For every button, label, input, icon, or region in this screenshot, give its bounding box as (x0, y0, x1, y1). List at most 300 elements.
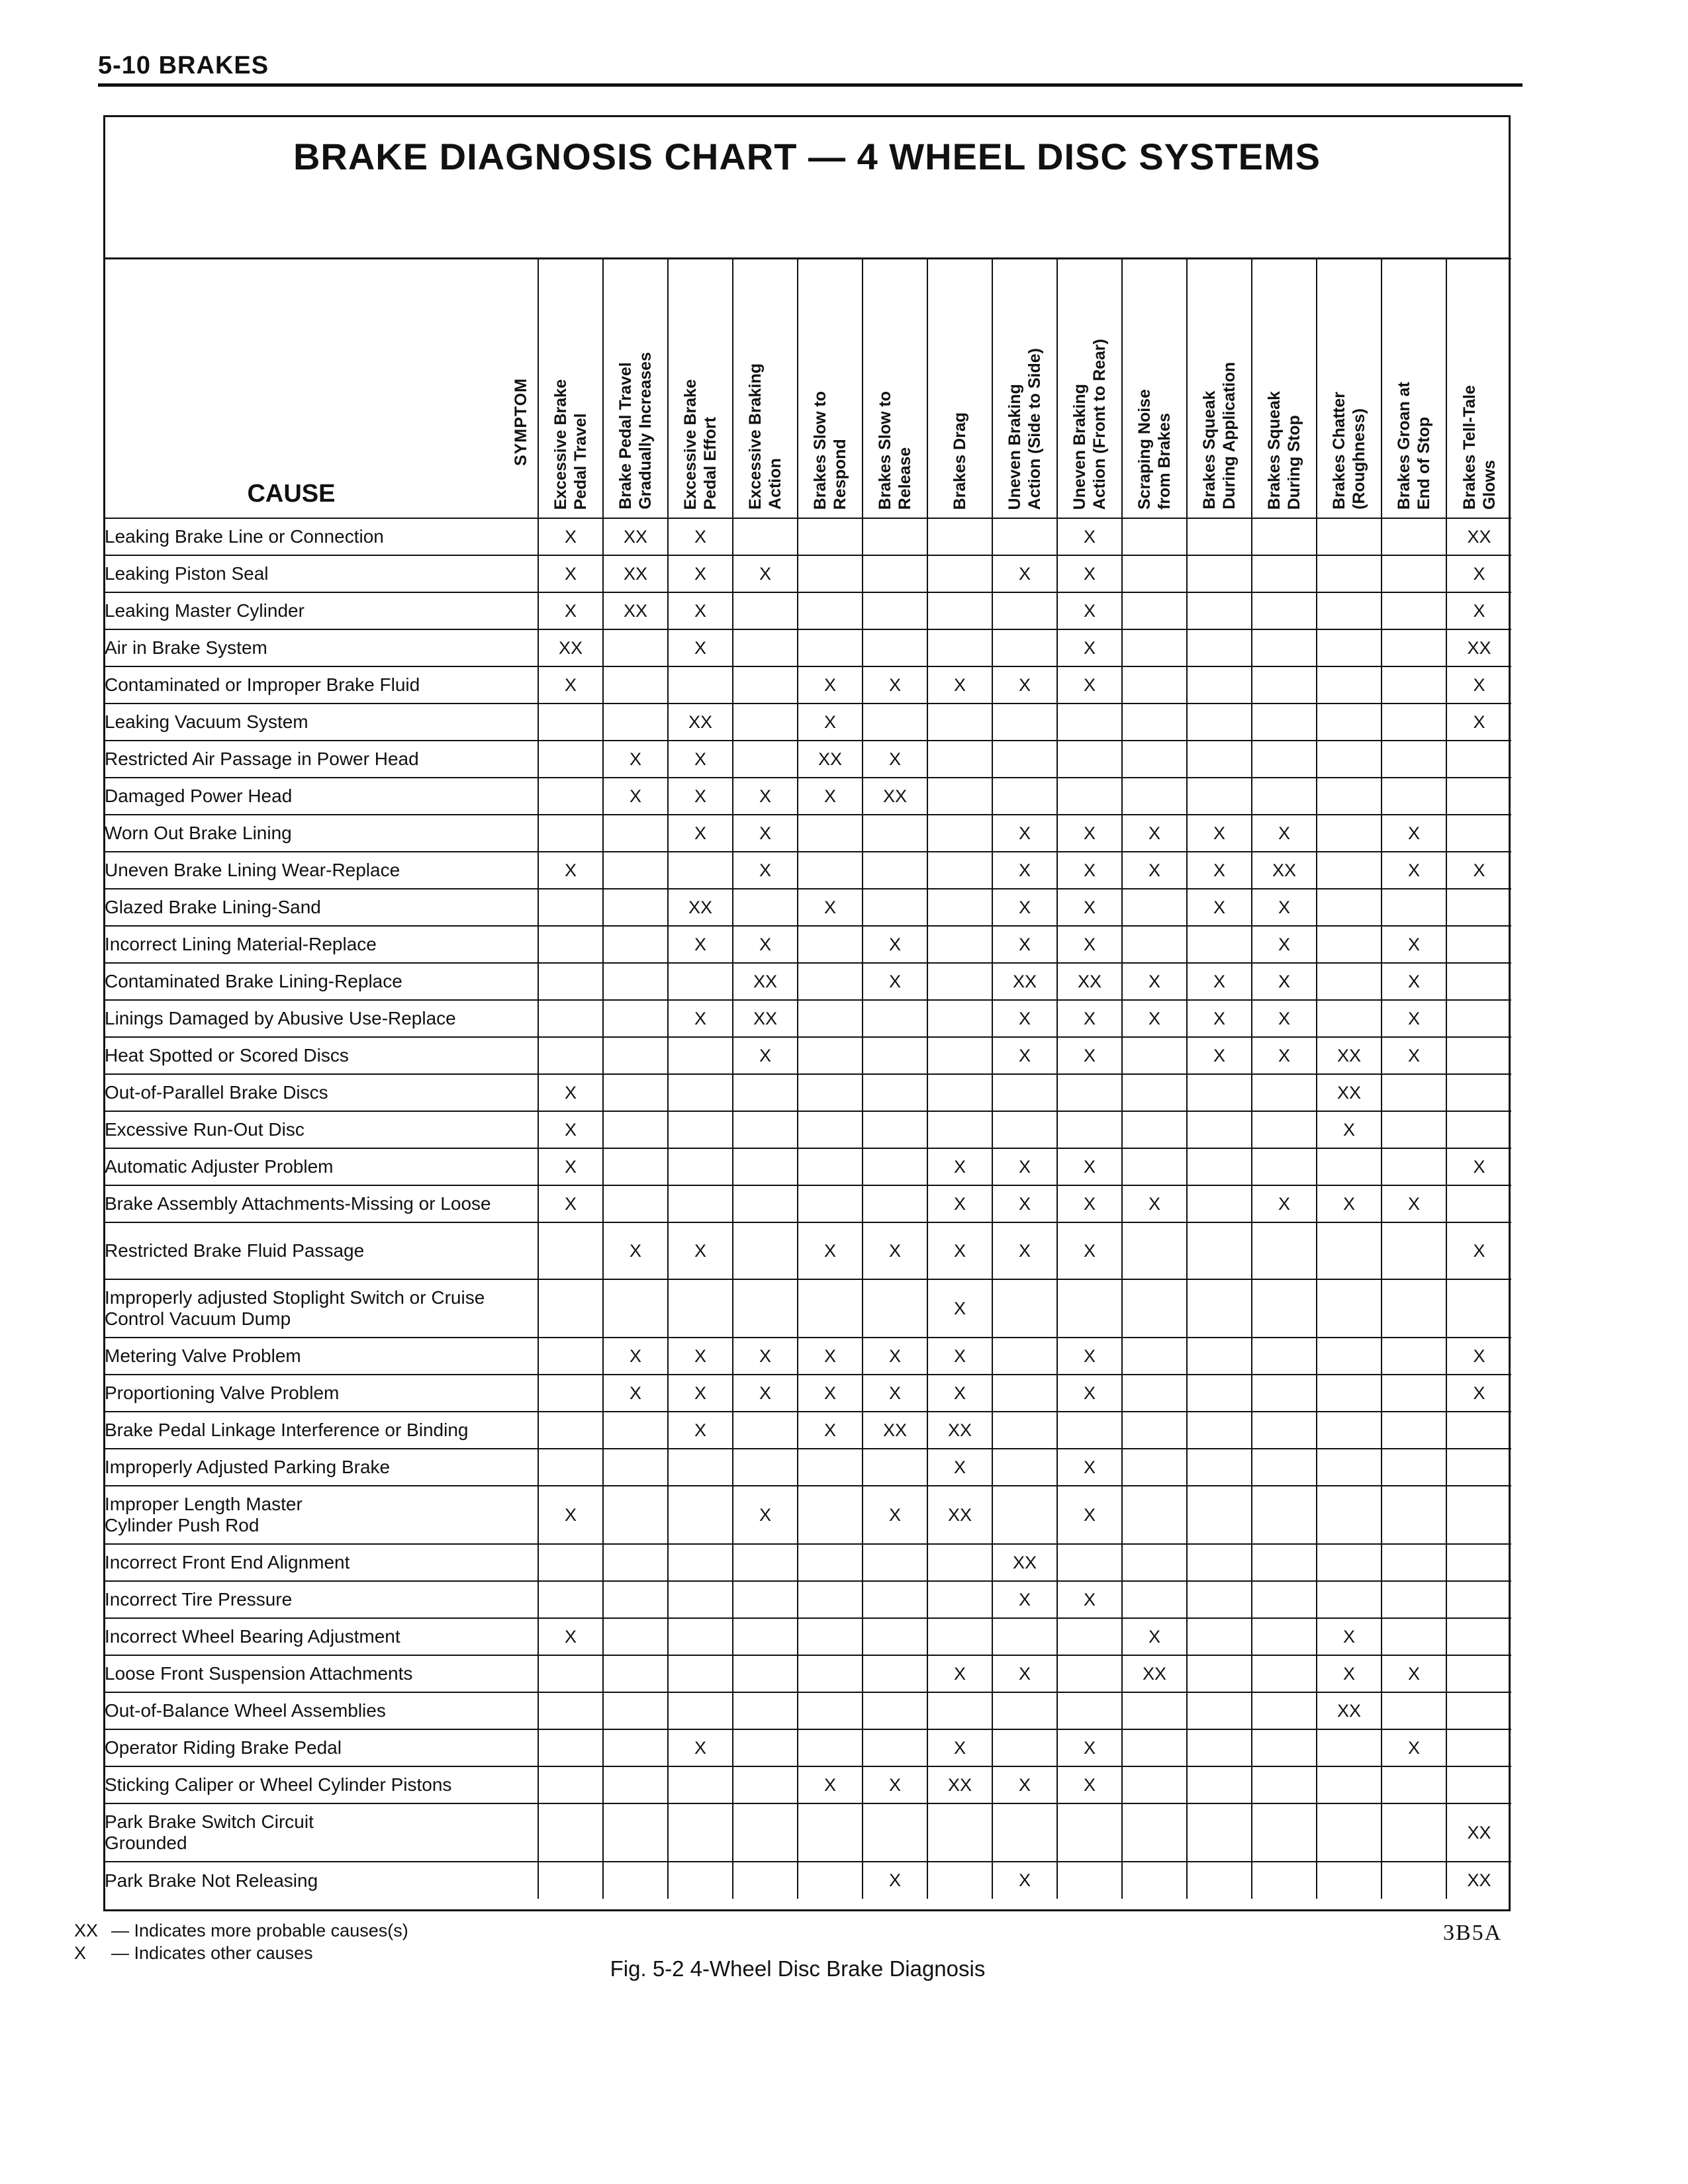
symptom-mark-cell (927, 778, 992, 815)
symptom-mark-cell: X (992, 1581, 1057, 1618)
symptom-mark-cell (1187, 778, 1252, 815)
symptom-mark-cell (863, 1037, 927, 1074)
symptom-mark-cell (1252, 778, 1317, 815)
symptom-mark-cell: X (1446, 852, 1511, 889)
symptom-mark-cell (733, 1279, 798, 1338)
symptom-mark-cell: X (1057, 555, 1122, 592)
symptom-mark-cell (863, 1148, 927, 1185)
symptom-mark-cell (1122, 1862, 1187, 1899)
cause-cell: Incorrect Wheel Bearing Adjustment (104, 1618, 538, 1655)
symptom-mark-cell (668, 1449, 733, 1486)
symptom-mark-cell: X (1057, 815, 1122, 852)
symptom-mark-cell (1122, 1766, 1187, 1803)
symptom-mark-cell: X (1057, 1185, 1122, 1222)
symptom-mark-cell: X (863, 1766, 927, 1803)
symptom-mark-cell (927, 704, 992, 741)
cause-cell: Leaking Piston Seal (104, 555, 538, 592)
symptom-mark-cell: X (992, 666, 1057, 704)
symptom-mark-cell (1252, 1618, 1317, 1655)
symptom-mark-cell (1446, 1412, 1511, 1449)
symptom-mark-cell: X (798, 704, 863, 741)
symptom-label-text: Brakes Squeak During Application (1200, 362, 1239, 510)
table-row (104, 1412, 1511, 1449)
symptom-mark-cell (1317, 926, 1382, 963)
symptom-mark-cell (1317, 1581, 1382, 1618)
symptom-mark-cell (1122, 1692, 1187, 1729)
symptom-mark-cell: X (798, 1412, 863, 1449)
symptom-mark-cell: X (538, 1111, 603, 1148)
symptom-mark-cell (733, 1618, 798, 1655)
symptom-mark-cell (538, 1766, 603, 1803)
symptom-mark-cell (603, 1412, 668, 1449)
symptom-mark-cell: X (992, 1766, 1057, 1803)
symptom-mark-cell: XX (992, 963, 1057, 1000)
figure-caption: Fig. 5-2 4-Wheel Disc Brake Diagnosis (610, 1956, 986, 1981)
symptom-mark-cell (1317, 889, 1382, 926)
symptom-mark-cell (1317, 1862, 1382, 1899)
symptom-label-text: Brakes Slow to Release (876, 390, 914, 510)
symptom-mark-cell: X (927, 1655, 992, 1692)
symptom-mark-cell: X (538, 852, 603, 889)
symptom-mark-cell (1317, 666, 1382, 704)
cause-cell: Incorrect Front End Alignment (104, 1544, 538, 1581)
symptom-mark-cell: X (1057, 518, 1122, 555)
symptom-label-text: Uneven Braking Action (Front to Rear) (1070, 338, 1109, 510)
symptom-mark-cell (863, 1074, 927, 1111)
table-row (104, 555, 1511, 592)
symptom-mark-cell (1252, 1222, 1317, 1279)
symptom-mark-cell (798, 852, 863, 889)
symptom-mark-cell (603, 1486, 668, 1544)
symptom-mark-cell: X (1057, 1037, 1122, 1074)
cause-cell: Brake Pedal Linkage Interference or Binding (104, 1412, 538, 1449)
symptom-mark-cell: XX (603, 518, 668, 555)
symptom-mark-cell: X (1057, 666, 1122, 704)
symptom-mark-cell (798, 1185, 863, 1222)
symptom-mark-cell: X (927, 1185, 992, 1222)
symptom-mark-cell: X (668, 1222, 733, 1279)
symptom-mark-cell: X (1446, 704, 1511, 741)
symptom-mark-cell (1382, 1803, 1446, 1862)
symptom-mark-cell (927, 852, 992, 889)
symptom-mark-cell (1446, 1618, 1511, 1655)
symptom-label-text: Brakes Tell-Tale Glows (1460, 385, 1499, 510)
symptom-mark-cell (1446, 926, 1511, 963)
symptom-mark-cell: X (1252, 1185, 1317, 1222)
symptom-mark-cell (668, 1074, 733, 1111)
symptom-mark-cell (668, 1037, 733, 1074)
symptom-mark-cell (1122, 1222, 1187, 1279)
symptom-mark-cell (863, 1111, 927, 1148)
symptom-mark-cell (863, 815, 927, 852)
symptom-mark-cell: X (992, 852, 1057, 889)
symptom-mark-cell (863, 629, 927, 666)
symptom-mark-cell (1122, 778, 1187, 815)
symptom-mark-cell (1317, 1729, 1382, 1766)
symptom-mark-cell (863, 1655, 927, 1692)
symptom-mark-cell: X (538, 1185, 603, 1222)
symptom-mark-cell: X (668, 815, 733, 852)
symptom-mark-cell: X (1317, 1185, 1382, 1222)
symptom-mark-cell: X (1446, 555, 1511, 592)
symptom-mark-cell (538, 1544, 603, 1581)
symptom-label-text: Brakes Squeak During Stop (1265, 390, 1303, 510)
symptom-mark-cell (863, 1618, 927, 1655)
symptom-mark-cell: X (1122, 815, 1187, 852)
symptom-mark-cell: X (1252, 1037, 1317, 1074)
symptom-mark-cell: X (1252, 1000, 1317, 1037)
symptom-mark-cell (1187, 1581, 1252, 1618)
symptom-mark-cell (668, 963, 733, 1000)
symptom-label-text: Brakes Groan at End of Stop (1395, 381, 1433, 510)
symptom-mark-cell (992, 1486, 1057, 1544)
symptom-mark-cell: X (1057, 1449, 1122, 1486)
cause-cell: Sticking Caliper or Wheel Cylinder Pistons (104, 1766, 538, 1803)
symptom-mark-cell (733, 1803, 798, 1862)
symptom-mark-cell: X (863, 1375, 927, 1412)
symptom-mark-cell (603, 1766, 668, 1803)
symptom-mark-cell (927, 815, 992, 852)
symptom-mark-cell (1122, 1581, 1187, 1618)
cause-cell: Damaged Power Head (104, 778, 538, 815)
chart-title: BRAKE DIAGNOSIS CHART — 4 WHEEL DISC SYSTEMS (293, 136, 1321, 177)
symptom-mark-cell: X (1057, 852, 1122, 889)
table-row (104, 963, 1511, 1000)
symptom-mark-cell (538, 704, 603, 741)
symptom-mark-cell: XX (1317, 1074, 1382, 1111)
symptom-mark-cell (1317, 704, 1382, 741)
symptom-label-text: Brake Pedal Travel Gradually Increases (616, 352, 655, 510)
symptom-mark-cell (863, 555, 927, 592)
symptom-mark-cell (1122, 1449, 1187, 1486)
symptom-mark-cell (798, 1111, 863, 1148)
table-row (104, 1766, 1511, 1803)
symptom-mark-cell: XX (1446, 1862, 1511, 1899)
page-header (98, 46, 1523, 85)
symptom-mark-cell (1317, 518, 1382, 555)
symptom-mark-cell: X (668, 1412, 733, 1449)
symptom-header (1187, 259, 1252, 518)
symptom-mark-cell: X (603, 741, 668, 778)
symptom-mark-cell (798, 1486, 863, 1544)
symptom-mark-cell (603, 704, 668, 741)
symptom-mark-cell (1122, 1338, 1187, 1375)
symptom-mark-cell (798, 815, 863, 852)
symptom-mark-cell (992, 518, 1057, 555)
symptom-mark-cell: X (863, 1222, 927, 1279)
symptom-mark-cell (668, 1618, 733, 1655)
symptom-mark-cell (733, 666, 798, 704)
symptom-header (1382, 259, 1446, 518)
symptom-mark-cell (538, 963, 603, 1000)
legend-symbol: X (74, 1943, 87, 1963)
symptom-mark-cell (927, 592, 992, 629)
symptom-mark-cell (1187, 1803, 1252, 1862)
table-row (104, 1000, 1511, 1037)
table-row (104, 1375, 1511, 1412)
symptom-mark-cell (1057, 1412, 1122, 1449)
symptom-mark-cell (1057, 778, 1122, 815)
symptom-mark-cell: X (992, 1000, 1057, 1037)
symptom-mark-cell (992, 629, 1057, 666)
symptom-mark-cell (863, 518, 927, 555)
symptom-mark-cell: X (927, 666, 992, 704)
symptom-mark-cell (1446, 1037, 1511, 1074)
symptom-mark-cell (538, 1862, 603, 1899)
symptom-mark-cell (1446, 1111, 1511, 1148)
symptom-mark-cell (927, 555, 992, 592)
symptom-mark-cell: X (1122, 1185, 1187, 1222)
symptom-mark-cell (1317, 815, 1382, 852)
symptom-mark-cell: X (1187, 963, 1252, 1000)
table-row (104, 778, 1511, 815)
symptom-mark-cell (863, 889, 927, 926)
cause-cell: Out-of-Parallel Brake Discs (104, 1074, 538, 1111)
symptom-mark-cell (1187, 1375, 1252, 1412)
symptom-mark-cell (863, 1544, 927, 1581)
symptom-mark-cell (1187, 1618, 1252, 1655)
symptom-mark-cell (733, 1581, 798, 1618)
symptom-mark-cell (1122, 926, 1187, 963)
symptom-header (1317, 259, 1382, 518)
symptom-mark-cell: XX (1446, 518, 1511, 555)
table-row (104, 1148, 1511, 1185)
symptom-header (992, 259, 1057, 518)
symptom-mark-cell (1057, 1862, 1122, 1899)
symptom-mark-cell (1252, 1729, 1317, 1766)
symptom-mark-cell: X (668, 741, 733, 778)
symptom-mark-cell: X (1057, 1581, 1122, 1618)
symptom-header (1252, 259, 1317, 518)
symptom-mark-cell (1057, 741, 1122, 778)
symptom-mark-cell: X (538, 1148, 603, 1185)
symptom-mark-cell (603, 1185, 668, 1222)
cause-cell: Out-of-Balance Wheel Assemblies (104, 1692, 538, 1729)
symptom-mark-cell (798, 1692, 863, 1729)
symptom-mark-cell: X (538, 555, 603, 592)
symptom-mark-cell (1187, 1862, 1252, 1899)
symptom-mark-cell (992, 1729, 1057, 1766)
symptom-mark-cell: X (538, 1618, 603, 1655)
symptom-mark-cell (1382, 1111, 1446, 1148)
symptom-mark-cell (927, 1000, 992, 1037)
legend-text: — Indicates other causes (111, 1943, 313, 1963)
symptom-mark-cell: X (1446, 1375, 1511, 1412)
symptom-mark-cell (992, 741, 1057, 778)
symptom-mark-cell (992, 1449, 1057, 1486)
symptom-mark-cell: X (1382, 815, 1446, 852)
figure-code: 3B5A (1443, 1921, 1503, 1945)
table-row (104, 666, 1511, 704)
symptom-mark-cell: XX (603, 555, 668, 592)
symptom-mark-cell (668, 852, 733, 889)
symptom-mark-cell (1446, 1544, 1511, 1581)
symptom-mark-cell: X (992, 1222, 1057, 1279)
symptom-mark-cell: X (1057, 1338, 1122, 1375)
symptom-mark-cell (1317, 1148, 1382, 1185)
symptom-mark-cell: X (1446, 1338, 1511, 1375)
symptom-mark-cell (1382, 1766, 1446, 1803)
symptom-mark-cell (1187, 1222, 1252, 1279)
table-row (104, 1185, 1511, 1222)
symptom-mark-cell (863, 1449, 927, 1486)
table-row (104, 852, 1511, 889)
symptom-mark-cell (992, 704, 1057, 741)
symptom-mark-cell (927, 926, 992, 963)
symptom-mark-cell (1252, 1338, 1317, 1375)
symptom-mark-cell: X (603, 1338, 668, 1375)
table-row (104, 1618, 1511, 1655)
section-heading: 5-10 BRAKES (98, 52, 269, 79)
table-row (104, 1338, 1511, 1375)
symptom-mark-cell (538, 741, 603, 778)
symptom-mark-cell (1122, 1074, 1187, 1111)
symptom-mark-cell (668, 1862, 733, 1899)
symptom-mark-cell (538, 1037, 603, 1074)
symptom-mark-cell (1122, 555, 1187, 592)
cause-cell: Incorrect Tire Pressure (104, 1581, 538, 1618)
symptom-mark-cell (1317, 1803, 1382, 1862)
symptom-mark-cell (1317, 1338, 1382, 1375)
symptom-mark-cell (733, 1766, 798, 1803)
symptom-mark-cell (603, 1862, 668, 1899)
symptom-mark-cell (603, 1111, 668, 1148)
symptom-mark-cell (798, 592, 863, 629)
symptom-mark-cell: X (1057, 629, 1122, 666)
table-row (104, 1449, 1511, 1486)
symptom-mark-cell: X (927, 1449, 992, 1486)
symptom-mark-cell: X (1446, 1222, 1511, 1279)
symptom-mark-cell (798, 1148, 863, 1185)
symptom-mark-cell (1382, 1148, 1446, 1185)
table-row (104, 592, 1511, 629)
cause-cell: Leaking Brake Line or Connection (104, 518, 538, 555)
symptom-mark-cell (1252, 518, 1317, 555)
symptom-mark-cell (927, 1862, 992, 1899)
symptom-mark-cell (863, 1729, 927, 1766)
symptom-mark-cell: X (1382, 926, 1446, 963)
symptom-mark-cell: X (733, 852, 798, 889)
symptom-mark-cell: X (1382, 1037, 1446, 1074)
symptom-mark-cell (1057, 1074, 1122, 1111)
symptom-mark-cell (798, 1862, 863, 1899)
symptom-mark-cell (538, 778, 603, 815)
symptom-mark-cell (1317, 1375, 1382, 1412)
symptom-mark-cell (1057, 1544, 1122, 1581)
symptom-mark-cell: X (668, 629, 733, 666)
symptom-header (927, 259, 992, 518)
symptom-mark-cell (1252, 629, 1317, 666)
symptom-mark-cell (1057, 704, 1122, 741)
symptom-mark-cell (1187, 1148, 1252, 1185)
symptom-mark-cell: X (1057, 592, 1122, 629)
symptom-mark-cell (1252, 1581, 1317, 1618)
symptom-mark-cell: X (668, 1729, 733, 1766)
symptom-mark-cell: XX (603, 592, 668, 629)
symptom-mark-cell (538, 1655, 603, 1692)
symptom-mark-cell (1187, 1074, 1252, 1111)
symptom-mark-cell: X (1122, 1000, 1187, 1037)
symptom-mark-cell (1382, 778, 1446, 815)
symptom-mark-cell (1057, 1655, 1122, 1692)
symptom-header (798, 259, 863, 518)
cause-cell: Heat Spotted or Scored Discs (104, 1037, 538, 1074)
chart-title-box (103, 115, 1511, 259)
symptom-mark-cell (603, 629, 668, 666)
table-row (104, 1037, 1511, 1074)
symptom-mark-cell: X (1252, 815, 1317, 852)
symptom-mark-cell (1187, 1111, 1252, 1148)
symptom-mark-cell: X (1057, 1148, 1122, 1185)
symptom-mark-cell (1317, 1279, 1382, 1338)
symptom-mark-cell (668, 1111, 733, 1148)
symptom-mark-cell: XX (992, 1544, 1057, 1581)
symptom-mark-cell (992, 1618, 1057, 1655)
symptom-mark-cell: X (603, 1222, 668, 1279)
symptom-mark-cell: XX (1446, 1803, 1511, 1862)
symptom-mark-cell (538, 1412, 603, 1449)
symptom-header (1122, 259, 1187, 518)
symptom-mark-cell: X (1187, 852, 1252, 889)
symptom-mark-cell (538, 889, 603, 926)
symptom-mark-cell: X (992, 1655, 1057, 1692)
symptom-mark-cell: X (1057, 1375, 1122, 1412)
symptom-mark-cell (1252, 1111, 1317, 1148)
table-row (104, 1803, 1511, 1862)
symptom-mark-cell (603, 1279, 668, 1338)
symptom-mark-cell: X (992, 1185, 1057, 1222)
symptom-mark-cell (1187, 926, 1252, 963)
symptom-mark-cell (603, 1037, 668, 1074)
cause-cell: Improper Length Master Cylinder Push Rod (104, 1486, 538, 1544)
symptom-mark-cell: X (798, 1338, 863, 1375)
symptom-mark-cell: X (733, 815, 798, 852)
symptom-mark-cell (992, 1279, 1057, 1338)
symptom-mark-cell (1446, 1449, 1511, 1486)
symptom-mark-cell: X (927, 1375, 992, 1412)
symptom-mark-cell (1317, 1000, 1382, 1037)
cause-cell: Improperly adjusted Stoplight Switch or Cruise Control Vacuum Dump (104, 1279, 538, 1338)
symptom-mark-cell: X (1382, 1655, 1446, 1692)
symptom-mark-cell (863, 1185, 927, 1222)
symptom-mark-cell (538, 926, 603, 963)
symptom-mark-cell (798, 1618, 863, 1655)
symptom-mark-cell: X (992, 1037, 1057, 1074)
legend-symbol: XX (74, 1921, 99, 1940)
symptom-mark-cell (1122, 704, 1187, 741)
symptom-mark-cell (1187, 1338, 1252, 1375)
symptom-mark-cell (1187, 1486, 1252, 1544)
symptom-mark-cell (1252, 555, 1317, 592)
symptom-mark-cell (927, 1803, 992, 1862)
symptom-mark-cell (1252, 1766, 1317, 1803)
symptom-mark-cell: XX (1317, 1037, 1382, 1074)
symptom-mark-cell (733, 1655, 798, 1692)
symptom-mark-cell (1252, 1544, 1317, 1581)
symptom-mark-cell (1317, 778, 1382, 815)
symptom-mark-cell (863, 1000, 927, 1037)
symptom-mark-cell: X (733, 555, 798, 592)
symptom-mark-cell: X (1317, 1655, 1382, 1692)
symptom-mark-cell (1187, 1412, 1252, 1449)
cause-cell: Brake Assembly Attachments-Missing or Loose (104, 1185, 538, 1222)
symptom-mark-cell: X (1057, 1222, 1122, 1279)
symptom-header (538, 259, 603, 518)
symptom-mark-cell: XX (927, 1766, 992, 1803)
symptom-mark-cell (1317, 1766, 1382, 1803)
symptom-mark-cell (538, 815, 603, 852)
symptom-mark-cell (538, 1449, 603, 1486)
